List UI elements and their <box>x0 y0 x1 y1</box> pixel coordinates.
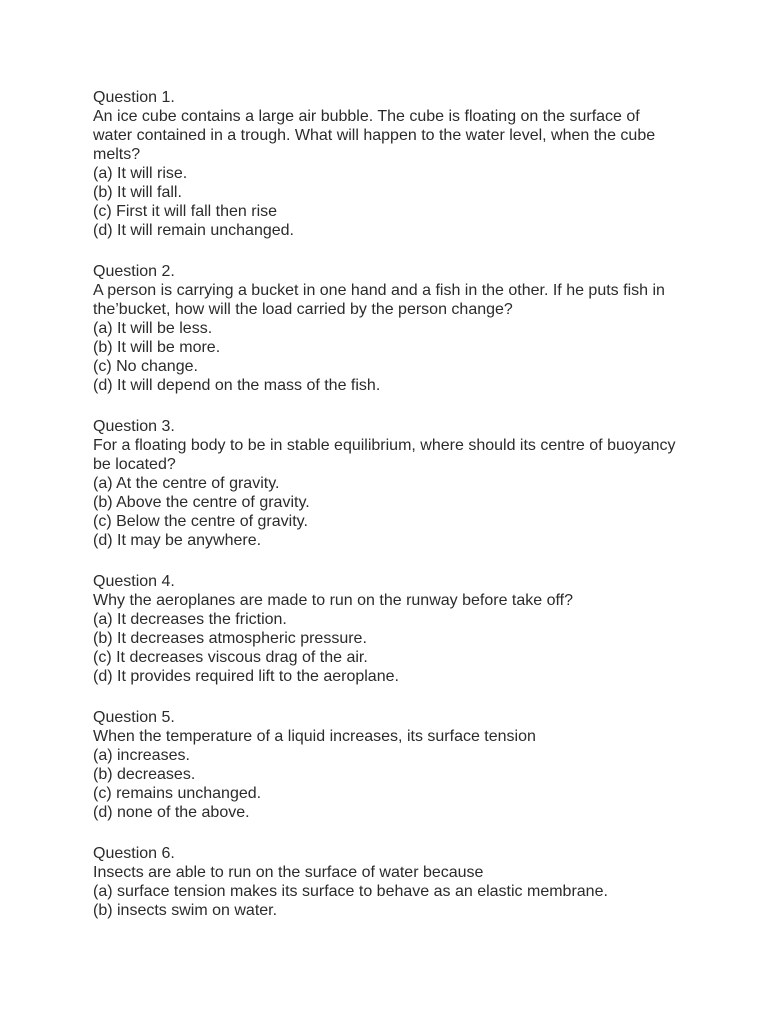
question-title: Question 5. <box>93 709 175 726</box>
question-3 <box>93 417 728 550</box>
option-a: (a) It decreases the friction. <box>93 611 287 628</box>
question-2 <box>93 262 728 395</box>
question-text: For a floating body to be in stable equilibrium, where should its centre of buoyancy be located? <box>93 437 676 473</box>
question-title: Question 3. <box>93 418 175 435</box>
question-text: An ice cube contains a large air bubble. The cube is floating on the surface of water contained in a trough. What will happen to the water level, when the cube melts? <box>93 108 656 163</box>
option-d: (d) It will depend on the mass of the fish. <box>93 377 381 394</box>
option-b: (b) insects swim on water. <box>93 902 278 919</box>
question-title: Question 2. <box>93 263 175 280</box>
option-b: (b) It will be more. <box>93 339 221 356</box>
option-d: (d) It will remain unchanged. <box>93 222 294 239</box>
option-a: (a) It will rise. <box>93 165 188 182</box>
option-c: (c) It decreases viscous drag of the air. <box>93 649 368 666</box>
option-a: (a) At the centre of gravity. <box>93 475 280 492</box>
option-b: (b) Above the centre of gravity. <box>93 494 310 511</box>
option-c: (c) Below the centre of gravity. <box>93 513 308 530</box>
option-d: (d) It may be anywhere. <box>93 532 262 549</box>
option-b: (b) It will fall. <box>93 184 182 201</box>
question-title: Question 4. <box>93 573 175 590</box>
option-d: (d) none of the above. <box>93 804 250 821</box>
option-d: (d) It provides required lift to the aeroplane. <box>93 668 399 685</box>
option-b: (b) It decreases atmospheric pressure. <box>93 630 367 647</box>
option-c: (c) First it will fall then rise <box>93 203 278 220</box>
question-5 <box>93 708 728 822</box>
question-title: Question 6. <box>93 845 175 862</box>
question-text: When the temperature of a liquid increases, its surface tension <box>93 728 536 745</box>
question-6 <box>93 844 728 920</box>
question-text: A person is carrying a bucket in one hand and a fish in the other. If he puts fish in the’bucket, how will the load carried by the person change? <box>93 282 665 318</box>
option-a: (a) surface tension makes its surface to behave as an elastic membrane. <box>93 883 608 900</box>
option-a: (a) increases. <box>93 747 190 764</box>
option-c: (c) No change. <box>93 358 198 375</box>
question-text: Insects are able to run on the surface of water because <box>93 864 484 881</box>
question-text: Why the aeroplanes are made to run on the runway before take off? <box>93 592 573 609</box>
question-4 <box>93 572 728 686</box>
option-b: (b) decreases. <box>93 766 196 783</box>
question-title: Question 1. <box>93 89 175 106</box>
option-c: (c) remains unchanged. <box>93 785 262 802</box>
option-a: (a) It will be less. <box>93 320 213 337</box>
question-1 <box>93 88 728 240</box>
